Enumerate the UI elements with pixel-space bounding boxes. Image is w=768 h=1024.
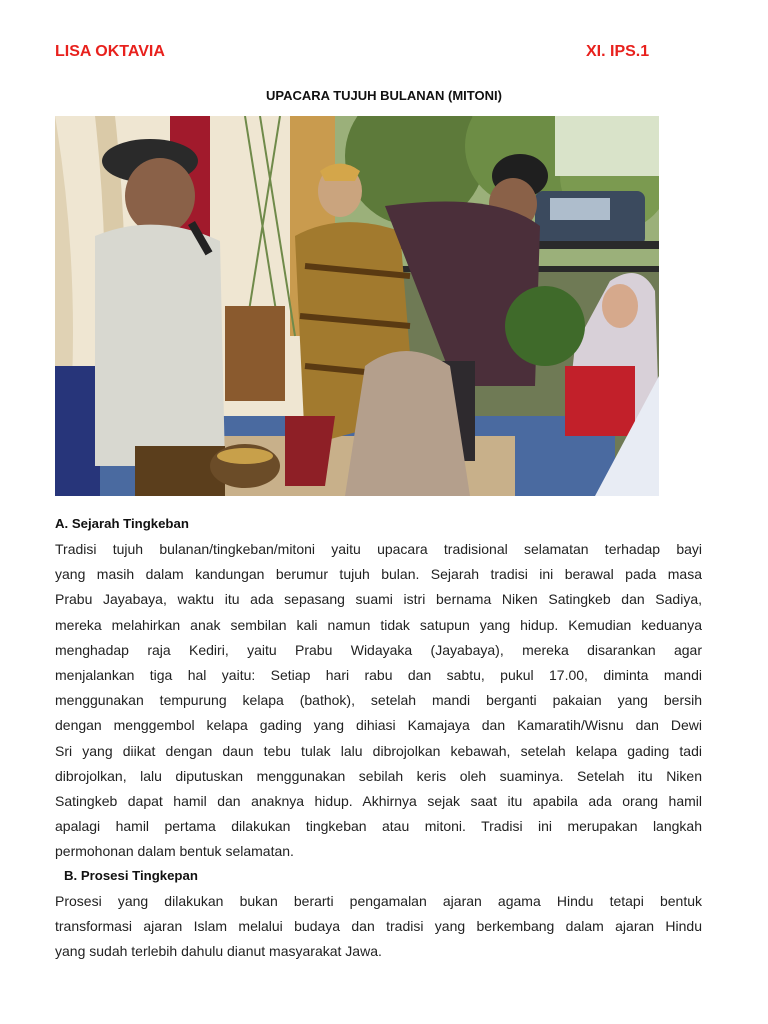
- text-line: dibrojolkan, lalu diputuskan menggunakan sebilah keris oleh suaminya. Setelah itu Niken: [55, 767, 702, 784]
- text-line: Prabu Jayabaya, waktu itu ada sepasang suami istri bernama Niken Satingkeb dan Sadiya,: [55, 591, 702, 608]
- text-line: yang masih dalam kandungan berumur tujuh bulan. Sejarah tradisi ini berawal pada masa: [55, 566, 702, 583]
- document-title: UPACARA TUJUH BULANAN (MITONI): [266, 88, 502, 103]
- text-line: yang sudah terlebih dahulu dianut masyarakat Jawa.: [55, 943, 382, 960]
- author-name: LISA OKTAVIA: [55, 43, 165, 60]
- section-a-body: [55, 537, 702, 864]
- text-line: Prosesi yang dilakukan bukan berarti pengamalan ajaran agama Hindu tetapi bentuk: [55, 893, 702, 909]
- text-line: Satingkeb dapat hamil dan anaknya hidup. Akhirnya sejak saat itu apabila ada orang hamil: [55, 792, 702, 809]
- text-line: permohonan dalam bentuk selamatan.: [55, 843, 294, 860]
- class-label: XI. IPS.1: [586, 43, 650, 60]
- text-line: dengan menggembol kelapa gading yang dihiasi Kamajaya dan Kamaratih/Wisnu dan Dewi: [55, 717, 702, 734]
- text-line: Sri yang diikat dengan daun tebu tulak lalu dibrojolkan kebawah, setelah kelapa gading tadi: [55, 742, 702, 759]
- text-line: Tradisi tujuh bulanan/tingkeban/mitoni yaitu upacara tradisional selamatan terhadap bayi: [55, 541, 702, 557]
- section-b-body: [55, 889, 702, 965]
- text-line: transformasi ajaran Islam melalui budaya dan tradisi yang berkembang dalam ajaran Hindu: [55, 918, 702, 935]
- text-line: apalagi hamil pertama dilakukan tingkeban atau mitoni. Tradisi ini merupakan langkah: [55, 818, 702, 835]
- section-a-heading: A. Sejarah Tingkeban: [55, 516, 189, 531]
- text-line: menghadap raja Kediri, yaitu Prabu Widayaka (Jayabaya), mereka disarankan agar: [55, 641, 702, 658]
- text-line: menjalankan tiga hal yaitu: Setiap hari rabu dan sabtu, pukul 17.00, diminta mandi: [55, 666, 702, 683]
- section-b-heading: B. Prosesi Tingkepan: [64, 868, 198, 883]
- ceremony-photo: [55, 116, 659, 496]
- text-line: mereka melahirkan anak sembilan kali namun tidak satupun yang hidup. Kemudian keduanya: [55, 616, 702, 633]
- text-line: menggunakan tempurung kelapa (bathok), setelah mandi berganti pakaian yang bersih: [55, 692, 702, 709]
